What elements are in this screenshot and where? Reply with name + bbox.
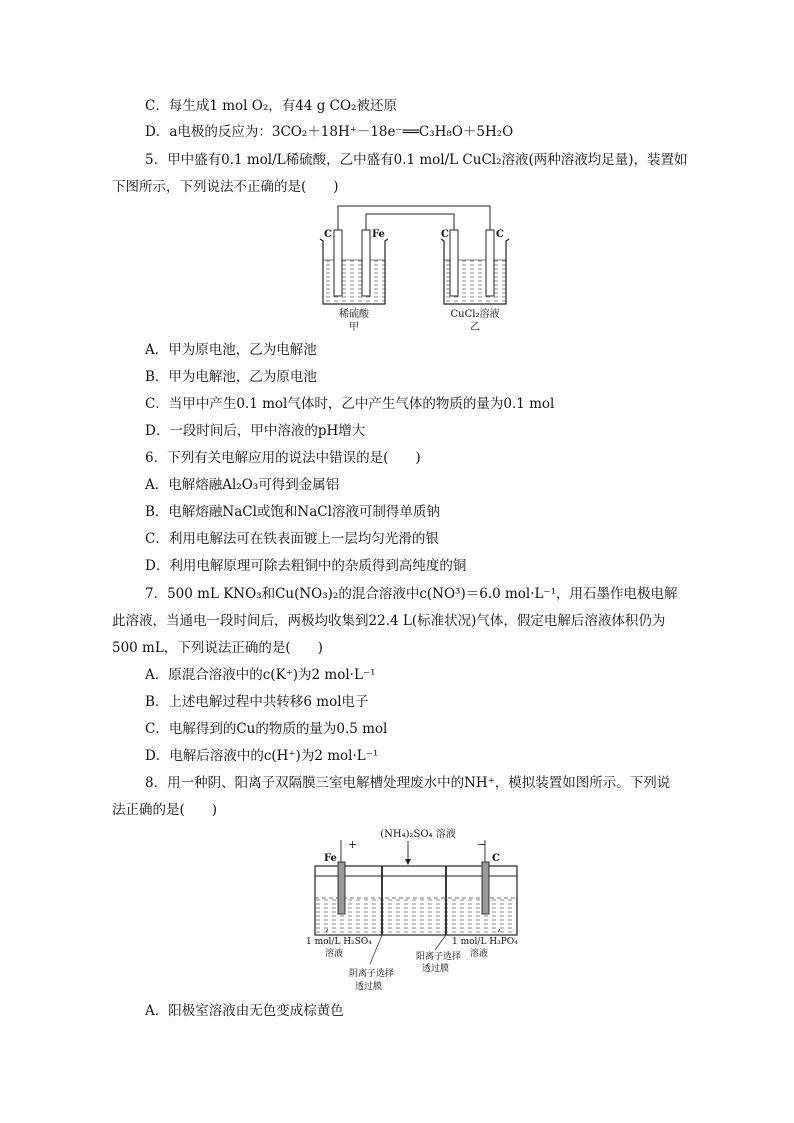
q6-option-d: D．利用电解原理可除去粗铜中的杂质得到高纯度的铜 [145,558,467,574]
label-fe: Fe [324,853,337,864]
label-left-c: C [324,229,332,240]
q5-option-d: D．一段时间后，甲中溶液的pH增大 [145,423,366,439]
label-jia: 甲 [349,322,359,333]
q4-option-d: D．a电极的反应为：3CO₂＋18H⁺－18e⁻══C₃H₈O＋5H₂O [145,124,514,140]
label-ammonium-sulfate: (NH₄)₂SO₄ 溶液 [380,829,456,840]
electrochemical-cells-figure [310,203,520,335]
label-yi: 乙 [470,322,480,333]
label-minus: − [477,838,487,851]
q5-stem-line-1: 5．甲中盛有0.1 mol/L稀硫酸，乙中盛有0.1 mol/L CuCl₂溶液(两种溶液均足量)，装置如 [145,152,688,168]
q5-option-c: C．当甲中产生0.1 mol气体时，乙中产生气体的物质的量为0.1 mol [145,396,555,412]
q4-option-c: C．每生成1 mol O₂，有44 g CO₂被还原 [145,98,397,114]
q7-option-a: A．原混合溶液中的c(K⁺)为2 mol·L⁻¹ [145,667,376,683]
label-dilute-sulfuric-acid: 稀硫酸 [339,309,369,320]
label-h2so4-solution: 溶液 [325,949,344,959]
pointer-cation-membrane [435,935,446,950]
label-c: C [492,853,500,864]
q8-option-a: A．阳极室溶液由无色变成棕黄色 [145,1003,344,1019]
right-c-electrode-1 [450,230,458,296]
label-cation-membrane: 阳离子选择 [416,952,462,962]
label-anion-membrane-2: 透过膜 [355,982,383,992]
label-plus: + [348,838,358,851]
label-cation-membrane-2: 透过膜 [422,964,450,974]
label-left-fe: Fe [372,229,385,240]
q5-stem-line-2: 下图所示，下列说法不正确的是( ) [112,179,339,195]
label-anion-membrane: 阴离子选择 [349,969,395,979]
left-c-electrode [334,230,342,296]
left-beaker [320,239,388,304]
inlet-arrow-head [405,859,411,865]
q6-option-c: C．利用电解法可在铁表面镀上一层均匀光滑的银 [145,531,439,547]
label-h3po4-solution: 溶液 [470,949,489,959]
fe-electrode [338,862,345,914]
q6-option-b: B．电解熔融NaCl或饱和NaCl溶液可制得单质钠 [145,504,440,520]
q6-option-a: A．电解熔融Al₂O₃可得到金属铝 [145,477,340,493]
left-fe-electrode [362,230,370,296]
right-c-electrode-2 [486,230,494,296]
q8-stem-line-1: 8．用一种阴、阳离子双隔膜三室电解槽处理废水中的NH⁺，模拟装置如图所示。下列说 [145,775,671,791]
inner-wire [366,214,454,230]
label-right-c-1: C [441,229,449,240]
outer-wire [338,206,490,230]
q7-stem-line-3: 500 mL，下列说法正确的是( ) [112,640,323,656]
q5-option-b: B．甲为电解池，乙为原电池 [145,369,317,385]
q6-stem: 6．下列有关电解应用的说法中错误的是( ) [145,450,421,466]
label-h2so4: 1 mol/L H₂SO₄ [306,937,372,947]
q7-stem-line-2: 此溶液，当通电一段时间后，两极均收集到22.4 L(标准状况)气体，假定电解后溶液体积仍为 [112,613,666,629]
q7-option-d: D．电解后溶液中的c(H⁺)为2 mol·L⁻¹ [145,748,379,764]
q5-option-a: A．甲为原电池，乙为电解池 [145,342,317,358]
q7-option-c: C．电解得到的Cu的物质的量为0.5 mol [145,721,388,737]
label-h3po4: 1 mol/L H₃PO₄ [452,937,518,947]
label-right-c-2: C [496,229,504,240]
q7-stem-line-1: 7．500 mL KNO₃和Cu(NO₃)₂的混合溶液中c(NO³)＝6.0 mol·L⁻¹，用石墨作电极电解 [145,586,678,602]
q7-option-b: B．上述电解过程中共转移6 mol电子 [145,694,369,710]
q8-stem-line-2: 法正确的是( ) [112,802,218,818]
c-electrode [482,862,489,914]
three-chamber-electrolyzer-figure [300,826,530,996]
label-cucl2-solution: CuCl₂溶液 [450,309,500,320]
